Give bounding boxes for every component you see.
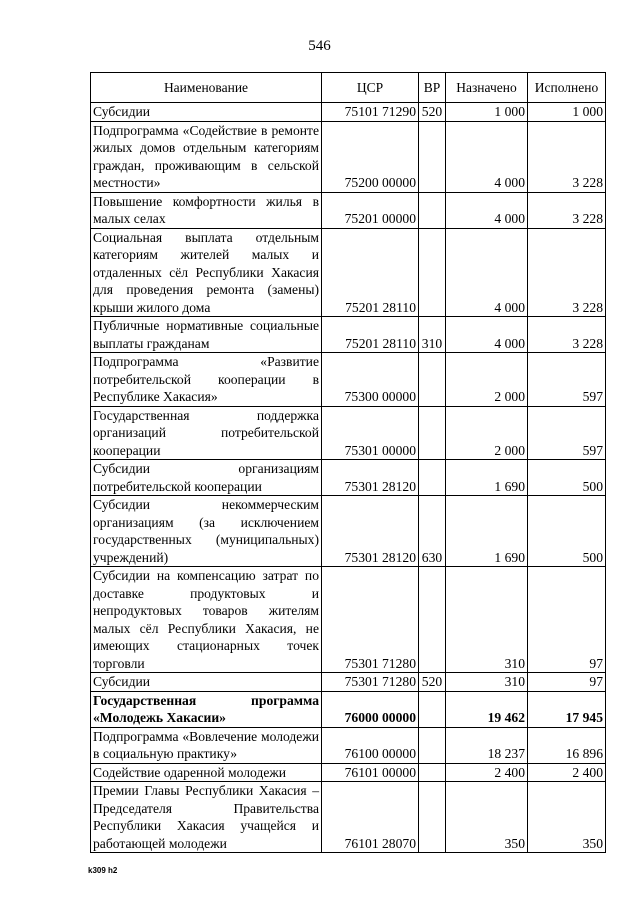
row-csr-cell: 76101 28070: [322, 782, 419, 853]
row-executed-cell: 3 228: [528, 317, 606, 353]
row-csr-cell: 75201 28110: [322, 317, 419, 353]
row-vr-cell: [419, 727, 446, 763]
row-name-cell: Публичные нормативные социальные выплаты гражданам: [91, 317, 322, 353]
header-csr: ЦСР: [322, 73, 419, 103]
row-planned-cell: 350: [446, 782, 528, 853]
row-vr-cell: [419, 228, 446, 317]
row-name-cell: Содействие одаренной молодежи: [91, 763, 322, 782]
row-csr-cell: 75301 28120: [322, 496, 419, 567]
table-row: [91, 782, 606, 853]
table-row: [91, 673, 606, 692]
row-planned-cell: 2 000: [446, 353, 528, 407]
table-row: [91, 727, 606, 763]
row-vr-cell: [419, 763, 446, 782]
row-vr-cell: [419, 192, 446, 228]
row-csr-cell: 75201 00000: [322, 192, 419, 228]
row-csr-cell: 75300 00000: [322, 353, 419, 407]
row-planned-cell: 2 000: [446, 406, 528, 460]
row-vr-cell: [419, 406, 446, 460]
row-name-cell: Социальная выплата отдельным категориям жителей малых и отдаленных сёл Республики Хакасия для проведения ремонта (замены) крыши жилого дома: [91, 228, 322, 317]
row-executed-cell: 597: [528, 353, 606, 407]
row-executed-cell: 350: [528, 782, 606, 853]
row-vr-cell: 520: [419, 103, 446, 122]
table-row: [91, 496, 606, 567]
row-name-cell: Подпрограмма «Развитие потребительской кооперации в Республике Хакасия»: [91, 353, 322, 407]
table-row: [91, 121, 606, 192]
row-name-cell: Государственная поддержка организаций потребительской кооперации: [91, 406, 322, 460]
header-planned: Назначено: [446, 73, 528, 103]
row-name-cell: Премии Главы Республики Хакасия – Председателя Правительства Республики Хакасия учащейся и работающей молодежи: [91, 782, 322, 853]
row-planned-cell: 2 400: [446, 763, 528, 782]
row-planned-cell: 19 462: [446, 691, 528, 727]
row-planned-cell: 1 690: [446, 460, 528, 496]
row-vr-cell: [419, 460, 446, 496]
row-vr-cell: [419, 782, 446, 853]
row-name-cell: Субсидии: [91, 673, 322, 692]
table-row: [91, 460, 606, 496]
footer-code: k309 h2: [88, 866, 118, 875]
table-row: [91, 406, 606, 460]
row-name-cell: Субсидии некоммерческим организациям (за исключением государственных (муниципальных) учреждений): [91, 496, 322, 567]
row-csr-cell: 75301 71280: [322, 673, 419, 692]
row-executed-cell: 2 400: [528, 763, 606, 782]
table-row: [91, 567, 606, 673]
table-row: [91, 192, 606, 228]
row-executed-cell: 500: [528, 460, 606, 496]
row-name-cell: Субсидии: [91, 103, 322, 122]
row-csr-cell: 75200 00000: [322, 121, 419, 192]
row-planned-cell: 310: [446, 567, 528, 673]
row-csr-cell: 75101 71290: [322, 103, 419, 122]
table-row: [91, 103, 606, 122]
table-body: [91, 103, 606, 853]
row-name-cell: Повышение комфортности жилья в малых селах: [91, 192, 322, 228]
row-name-cell: Субсидии на компенсацию затрат по доставке продуктовых и непродуктовых товаров жителям малых сёл Республики Хакасия, не имеющих стационарных точек торговли: [91, 567, 322, 673]
row-csr-cell: 75201 28110: [322, 228, 419, 317]
row-csr-cell: 75301 00000: [322, 406, 419, 460]
row-executed-cell: 17 945: [528, 691, 606, 727]
row-vr-cell: [419, 353, 446, 407]
row-executed-cell: 3 228: [528, 121, 606, 192]
page-number: 546: [308, 38, 331, 54]
table-row: [91, 691, 606, 727]
header-name: Наименование: [91, 73, 322, 103]
budget-table: [90, 72, 606, 853]
row-executed-cell: 500: [528, 496, 606, 567]
table-row: [91, 228, 606, 317]
row-planned-cell: 4 000: [446, 317, 528, 353]
row-csr-cell: 75301 28120: [322, 460, 419, 496]
row-executed-cell: 97: [528, 673, 606, 692]
row-planned-cell: 1 000: [446, 103, 528, 122]
row-executed-cell: 97: [528, 567, 606, 673]
row-csr-cell: 75301 71280: [322, 567, 419, 673]
table-row: [91, 317, 606, 353]
table-row: [91, 353, 606, 407]
row-planned-cell: 4 000: [446, 192, 528, 228]
header-vr: ВР: [419, 73, 446, 103]
row-planned-cell: 18 237: [446, 727, 528, 763]
row-csr-cell: 76100 00000: [322, 727, 419, 763]
row-vr-cell: 520: [419, 673, 446, 692]
row-executed-cell: 1 000: [528, 103, 606, 122]
row-csr-cell: 76000 00000: [322, 691, 419, 727]
header-executed: Исполнено: [528, 73, 606, 103]
row-executed-cell: 597: [528, 406, 606, 460]
row-name-cell: Государственная программа «Молодежь Хакасии»: [91, 691, 322, 727]
row-executed-cell: 16 896: [528, 727, 606, 763]
row-planned-cell: 4 000: [446, 121, 528, 192]
row-vr-cell: [419, 691, 446, 727]
row-planned-cell: 310: [446, 673, 528, 692]
row-vr-cell: [419, 567, 446, 673]
row-name-cell: Субсидии организациям потребительской кооперации: [91, 460, 322, 496]
row-planned-cell: 1 690: [446, 496, 528, 567]
row-name-cell: Подпрограмма «Содействие в ремонте жилых домов отдельным категориям граждан, проживающим в сельской местности»: [91, 121, 322, 192]
table-row: [91, 763, 606, 782]
row-vr-cell: 310: [419, 317, 446, 353]
row-name-cell: Подпрограмма «Вовлечение молодежи в социальную практику»: [91, 727, 322, 763]
row-vr-cell: [419, 121, 446, 192]
row-executed-cell: 3 228: [528, 228, 606, 317]
row-executed-cell: 3 228: [528, 192, 606, 228]
table-header-row: [91, 73, 606, 103]
row-vr-cell: 630: [419, 496, 446, 567]
row-csr-cell: 76101 00000: [322, 763, 419, 782]
row-planned-cell: 4 000: [446, 228, 528, 317]
